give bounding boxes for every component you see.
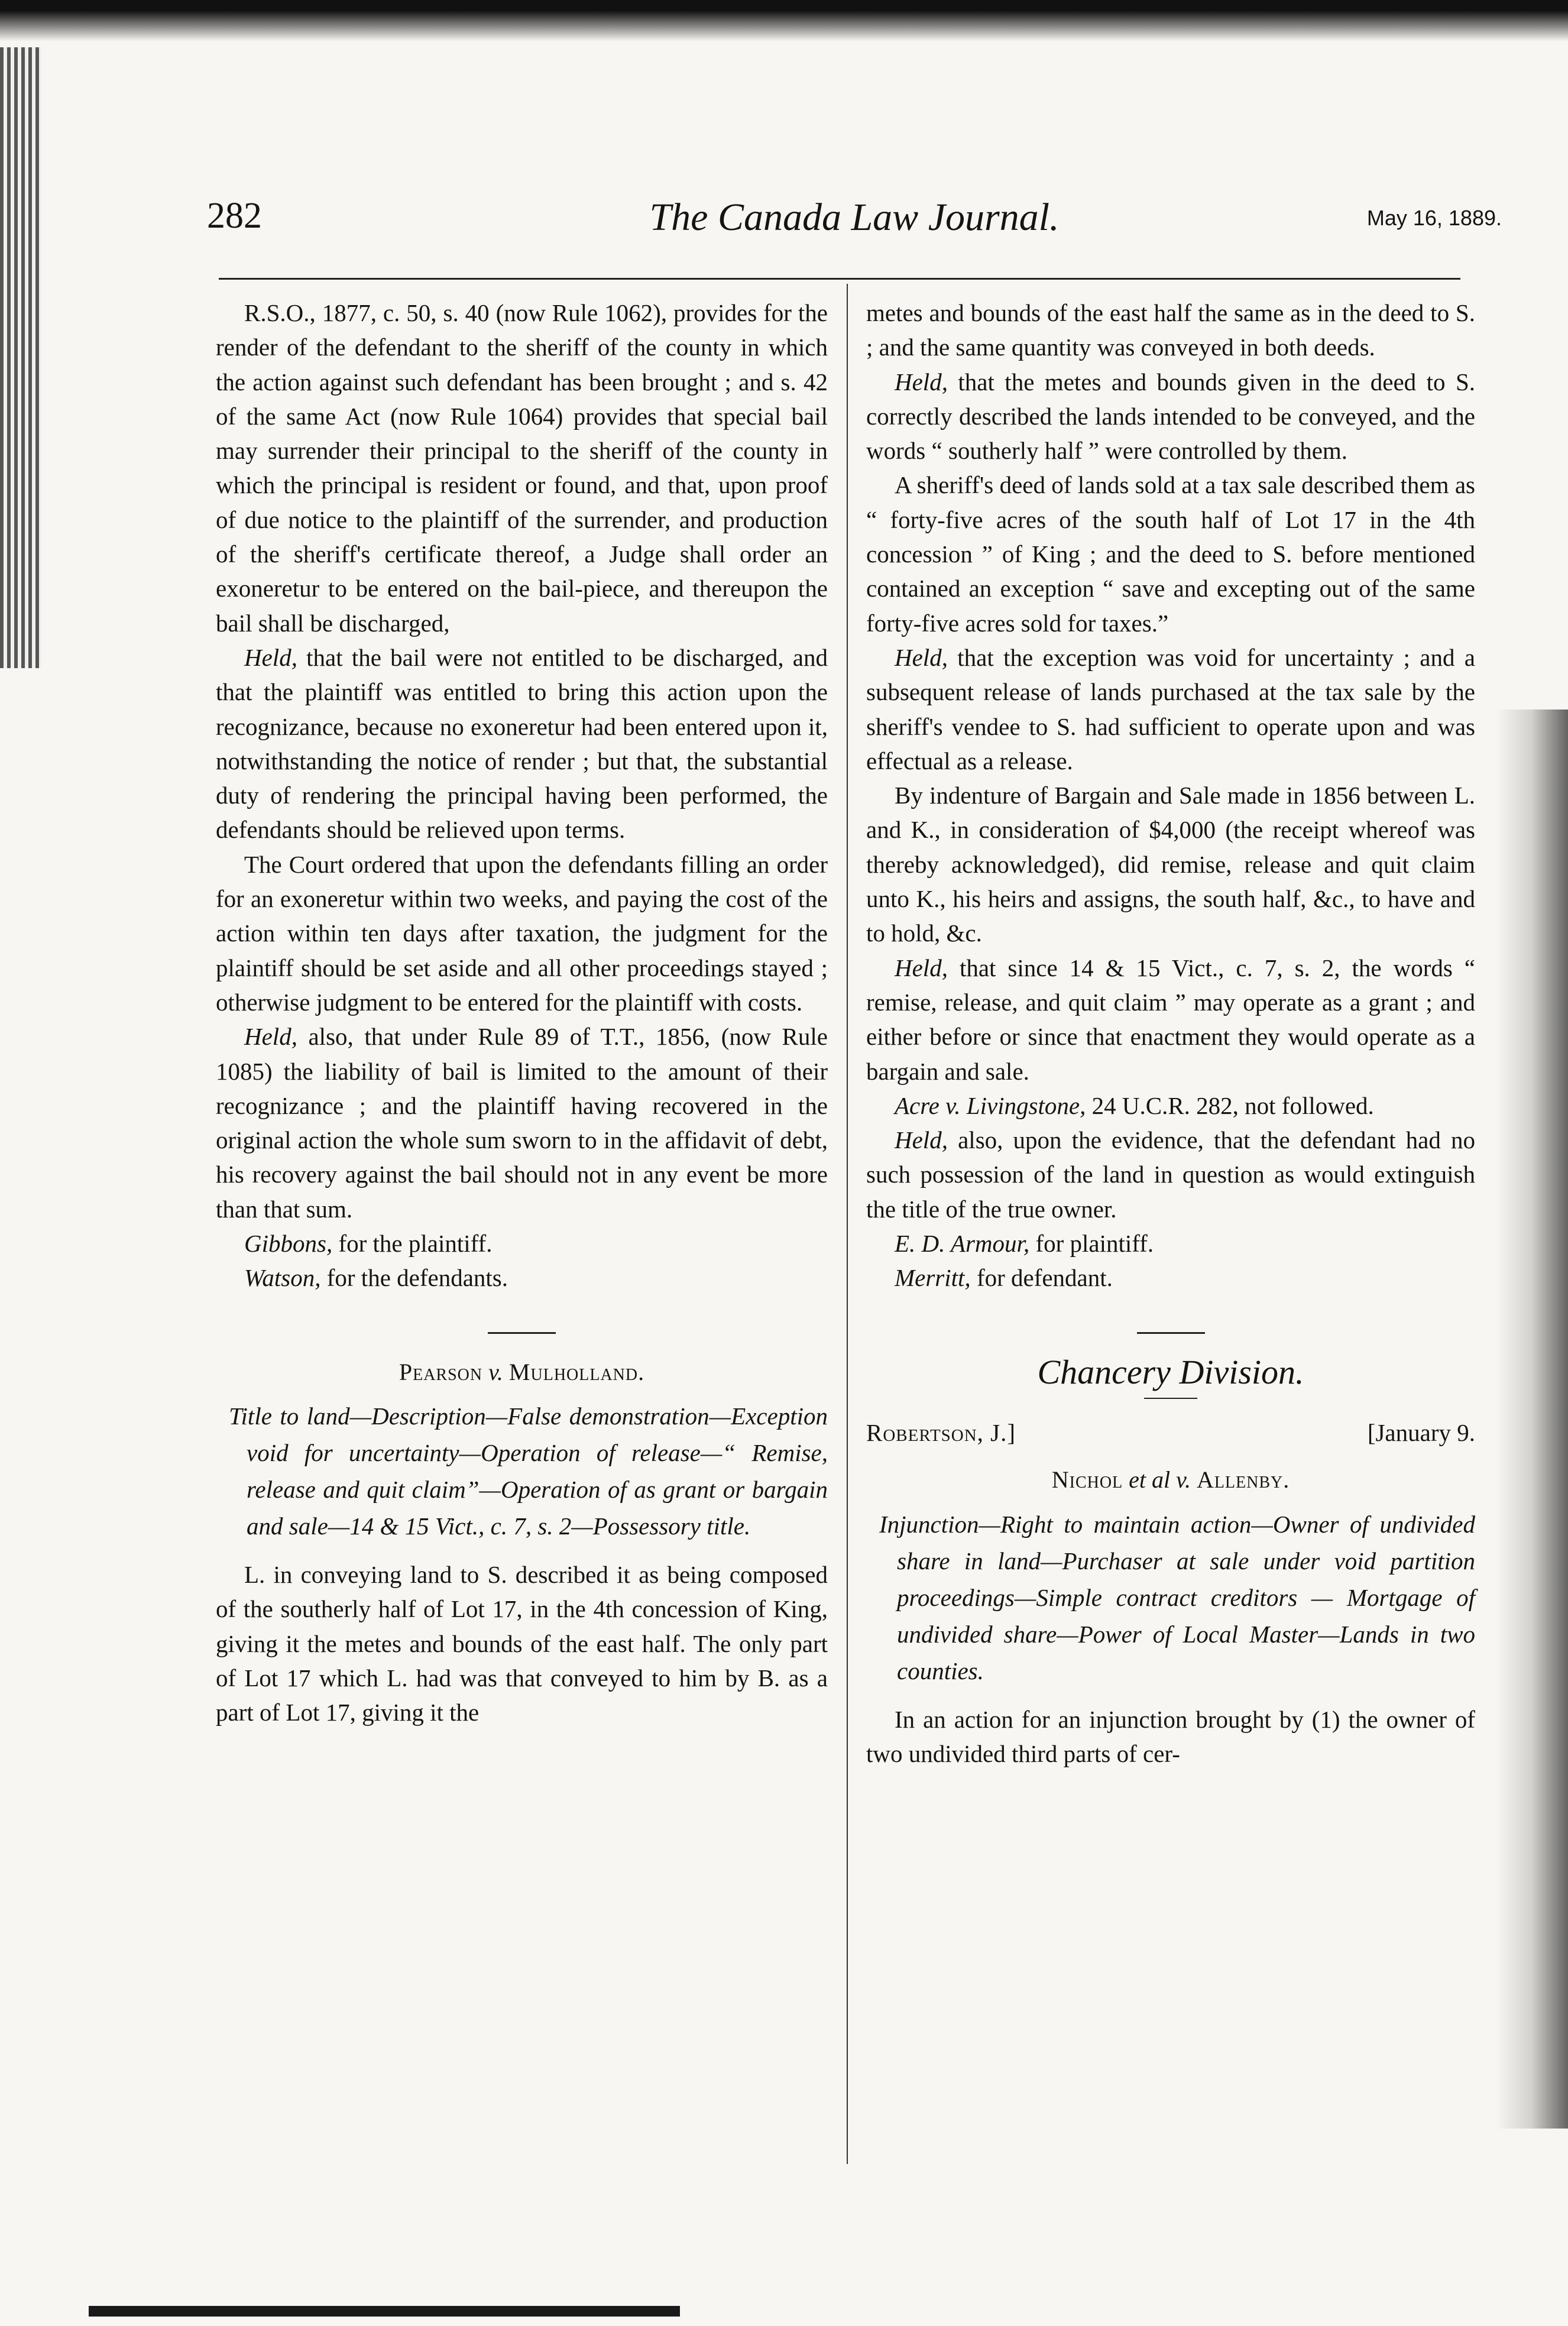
paragraph <box>216 640 828 847</box>
counsel-name: E. D. Armour, <box>895 1230 1030 1258</box>
issue-date: May 16, 1889. <box>1366 206 1502 230</box>
paragraph-text: that the exception was void for uncertainty ; and a subsequent release of lands purchased at the tax sale by the sheriff's vendee to S. had sufficient to operate upon and was effectual as a release. <box>866 643 1475 775</box>
paragraph <box>866 365 1475 468</box>
held-label: Held, <box>895 954 948 981</box>
counsel-role: for the defendants. <box>320 1264 508 1292</box>
column-divider <box>847 284 848 2164</box>
case-title <box>216 1355 828 1389</box>
paragraph-text: that the metes and bounds given in the deed to S. correctly described the lands intended to be conveyed, and the words “ southerly half ” were controlled by them. <box>866 368 1475 465</box>
versus: et al v. <box>1123 1466 1197 1494</box>
held-label: Held, <box>895 643 948 671</box>
party-name: Mulholland. <box>508 1358 645 1385</box>
counsel-role: for defendant. <box>970 1264 1113 1292</box>
section-rule <box>1137 1332 1205 1334</box>
held-label: Held, <box>895 1126 948 1154</box>
held-label: Held, <box>895 368 948 396</box>
case-headnote: Title to land—Description—False demonstration—Exception void for uncertainty—Operation of release—“ Remise, release and quit claim”—Operation of as grant or bargain and sale—14 & 15 Vict., c. 7, s. 2—Possessory title. <box>229 1402 828 1540</box>
judge-name: Robertson, J.] <box>866 1418 1016 1446</box>
paragraph-text: 24 U.C.R. 282, not followed. <box>1086 1091 1374 1119</box>
paragraph: L. in conveying land to S. described it as being composed of the southerly half of Lot 17, in the 4th concession of King, giving it the metes and bounds of the east half. The only part of Lot 17 which L. had was that conveyed to him by B. as a part of Lot 17, giving it the <box>216 1560 828 1726</box>
scan-edge-right <box>1496 710 1568 2129</box>
paragraph: R.S.O., 1877, c. 50, s. 40 (now Rule 1062), provides for the render of the defendant to the sheriff of the county in which the action against such defendant has been brought ; and s. 42 of the same Act (now Rule 1064) provides that special bail may surrender their principal to the sheriff of the county in which the principal is resident or found, and that, upon proof of due notice to the plaintiff of the surrender, and production of the sheriff's certificate thereof, a Judge shall order an exoneretur to be entered on the bail-piece, and thereupon the bail shall be discharged, <box>216 299 828 637</box>
paragraph: In an action for an injunction brought by (1) the owner of two undivided third parts of cer- <box>866 1705 1475 1767</box>
party-name: Allenby. <box>1196 1466 1290 1494</box>
held-label: Held, <box>244 643 297 671</box>
paragraph: By indenture of Bargain and Sale made in 1856 between L. and K., in consideration of $4,000 (the receipt whereof was thereby acknowledged), did remise, release and quit claim unto K., his heirs and assigns, the south half, &c., to have and to hold, &c. <box>866 782 1475 947</box>
paragraph <box>216 1019 828 1226</box>
scan-edge-left <box>0 47 41 668</box>
paragraph-text: that the bail were not entitled to be discharged, and that the plaintiff was entitled to bring this action upon the recognizance, because no exoneretur had been entered upon it, notwithstanding the notice of render ; but that, the substantial duty of rendering the principal having been performed, the defendants should be relieved upon terms. <box>216 643 828 844</box>
division-rule <box>1144 1398 1197 1399</box>
counsel-name: Watson, <box>244 1264 321 1292</box>
paragraph: The Court ordered that upon the defendants filling an order for an exoneretur within two weeks, and paying the cost of the action within ten days after taxation, the judgment for the plaintiff should be set aside and all other proceedings stayed ; otherwise judgment to be entered for the plaintiff with costs. <box>216 850 828 1016</box>
party-name: Pearson <box>399 1358 483 1385</box>
counsel-name: Gibbons, <box>244 1230 333 1258</box>
case-headnote: Injunction—Right to maintain action—Owner of undivided share in land—Purchaser at sale under void partition proceedings—Simple contract creditors — Mortgage of undivided share—Power of Local Master—Lands in two counties. <box>879 1510 1475 1684</box>
paragraph-text: that since 14 & 15 Vict., c. 7, s. 2, the words “ remise, release, and quit claim ” may operate as a grant ; and either before or since that enactment they would operate as a bargain and sale. <box>866 954 1475 1085</box>
counsel-line <box>866 1261 1475 1295</box>
header-rule <box>219 278 1460 280</box>
paragraph <box>866 1123 1475 1226</box>
paragraph: metes and bounds of the east half the same as in the deed to S. ; and the same quantity was conveyed in both deeds. <box>866 299 1475 361</box>
paragraph <box>866 640 1475 778</box>
paragraph-text: also, that under Rule 89 of T.T., 1856, (now Rule 1085) the liability of bail is limited to the amount of their recognizance ; and the plaintiff having recovered in the original action the whole sum sworn to in the affidavit of debt, his recovery against the bail should not in any event be more than that sum. <box>216 1023 828 1223</box>
party-name: Nichol <box>1051 1466 1123 1494</box>
counsel-role: for plaintiff. <box>1029 1230 1154 1258</box>
versus: v. <box>482 1358 509 1385</box>
page-header <box>207 195 1502 266</box>
journal-title: The Canada Law Journal. <box>649 196 1060 239</box>
counsel-line <box>866 1226 1475 1261</box>
scan-edge-top <box>0 0 1568 41</box>
paragraph <box>866 1089 1475 1123</box>
decision-date: [January 9. <box>1367 1418 1475 1446</box>
left-column <box>216 296 828 1729</box>
case-citation: Acre v. Livingstone, <box>895 1091 1086 1119</box>
counsel-line <box>216 1226 828 1261</box>
counsel-role: for the plaintiff. <box>332 1230 493 1258</box>
counsel-name: Merritt, <box>895 1264 971 1292</box>
judge-line <box>866 1415 1475 1450</box>
paragraph-text: also, upon the evidence, that the defendant had no such possession of the land in question as would extinguish the title of the true owner. <box>866 1126 1475 1223</box>
held-label: Held, <box>244 1023 297 1051</box>
right-column <box>866 296 1475 1771</box>
counsel-line <box>216 1261 828 1295</box>
division-heading: Chancery Division. <box>1037 1352 1304 1391</box>
scan-edge-bottom <box>89 2306 680 2317</box>
section-rule <box>488 1332 556 1334</box>
page-number: 282 <box>207 196 262 236</box>
paragraph: A sheriff's deed of lands sold at a tax sale described them as “ forty-five acres of the south half of Lot 17 in the 4th concession ” of King ; and the deed to S. before mentioned contained an exception “ save and excepting out of the same forty-five acres sold for taxes.” <box>866 471 1475 637</box>
paragraph <box>866 951 1475 1089</box>
case-title <box>866 1463 1475 1497</box>
